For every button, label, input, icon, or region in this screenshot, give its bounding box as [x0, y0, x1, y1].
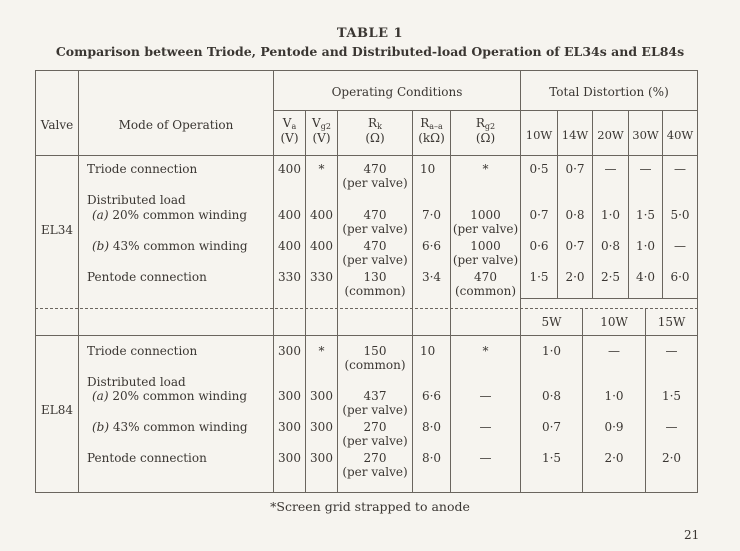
- cell-va: 400: [278, 239, 301, 253]
- header-operating-conditions: Operating Conditions: [331, 85, 463, 99]
- header-raa: $R_{a-a}$: [420, 116, 443, 131]
- cell-rk: 130: [363, 270, 387, 284]
- cell-dist: 1·0: [600, 208, 621, 222]
- header-el84-dist: 15W: [657, 315, 686, 329]
- cell-dist: 5·0: [670, 208, 690, 222]
- cell-vg2: *: [318, 162, 325, 176]
- cell-raa: 10: [420, 162, 436, 176]
- cell-rg2: 1000: [470, 208, 501, 222]
- cell-rk-note: (common): [344, 358, 406, 372]
- cell-va: 300: [278, 451, 301, 465]
- cell-dist: 1·5: [661, 389, 682, 403]
- mode-43-common: (b) 43% common winding: [92, 420, 248, 434]
- cell-dist: 1·0: [635, 239, 656, 253]
- cell-rk: 470: [363, 239, 387, 253]
- cell-dist: 0·5: [529, 162, 549, 176]
- cell-dist: 2·0: [565, 270, 585, 284]
- header-vg2: $V_{g2}$: [312, 116, 331, 131]
- cell-rg2-note: (per valve): [452, 222, 519, 236]
- cell-rk-note: (per valve): [342, 465, 408, 479]
- header-el84-dist: 5W: [541, 315, 562, 329]
- cell-rk: 470: [363, 162, 387, 176]
- cell-dist: 0·9: [604, 420, 624, 434]
- cell-raa: 8·0: [421, 420, 442, 434]
- header-el84-dist: 10W: [600, 315, 628, 329]
- mode-triode: Triode connection: [87, 162, 198, 176]
- page-number: 21: [684, 528, 700, 542]
- cell-dist: —: [665, 420, 678, 434]
- table-subtitle: Comparison between Triode, Pentode and Distributed-load Operation of EL34s and EL84s: [55, 44, 685, 59]
- header-mode: Mode of Operation: [118, 118, 234, 132]
- cell-va: 400: [278, 162, 301, 176]
- mode-distributed-load: Distributed load: [87, 193, 186, 207]
- valve-el84: EL84: [41, 403, 73, 417]
- cell-vg2: *: [318, 344, 325, 358]
- cell-rk-note: (per valve): [342, 222, 408, 236]
- cell-rg2: —: [479, 389, 492, 403]
- cell-rg2: —: [479, 451, 492, 465]
- cell-vg2: 400: [310, 239, 333, 253]
- cell-vg2: 300: [310, 451, 333, 465]
- cell-vg2: 330: [310, 270, 333, 284]
- cell-dist: 1·5: [635, 208, 656, 222]
- mode-pentode: Pentode connection: [87, 270, 207, 284]
- cell-dist: 1·0: [604, 389, 624, 403]
- cell-va: 400: [278, 208, 301, 222]
- header-raa-unit: (kΩ): [418, 131, 445, 145]
- cell-rk-note: (common): [344, 284, 406, 298]
- cell-vg2: 300: [310, 420, 333, 434]
- table-title: TABLE 1: [336, 26, 404, 41]
- cell-dist: 0·6: [529, 239, 549, 253]
- cell-va: 300: [278, 420, 301, 434]
- cell-rg2: 1000: [470, 239, 501, 253]
- cell-rg2: —: [479, 420, 492, 434]
- mode-43-common: (b) 43% common winding: [92, 239, 248, 253]
- cell-dist: —: [639, 162, 652, 176]
- cell-dist: —: [674, 162, 686, 176]
- cell-dist: 0·7: [565, 162, 585, 176]
- mode-20-common: (a) 20% common winding: [92, 389, 248, 403]
- header-rg2-unit: (Ω): [475, 131, 496, 145]
- cell-rk-note: (per valve): [342, 403, 408, 417]
- cell-rk-note: (per valve): [342, 253, 408, 267]
- cell-rg2: *: [482, 344, 489, 358]
- footnote: *Screen grid strapped to anode: [270, 499, 470, 514]
- header-total-distortion: Total Distortion (%): [549, 85, 669, 99]
- cell-rg2-note: (common): [454, 284, 517, 298]
- cell-va: 330: [278, 270, 301, 284]
- cell-dist: 0·7: [541, 420, 562, 434]
- cell-rk: 437: [363, 389, 387, 403]
- cell-rg2: *: [482, 162, 489, 176]
- cell-va: 300: [278, 344, 301, 358]
- cell-vg2: 300: [310, 389, 333, 403]
- cell-raa: 10: [420, 344, 436, 358]
- cell-rk: 270: [363, 451, 387, 465]
- header-vg2-unit: (V): [312, 131, 331, 145]
- cell-dist: 2·5: [600, 270, 621, 284]
- cell-raa: 6·6: [421, 389, 442, 403]
- header-el34-dist: 10W: [525, 128, 553, 142]
- mode-distributed-load: Distributed load: [87, 375, 186, 389]
- header-va-unit: (V): [280, 131, 299, 145]
- cell-dist: 0·8: [565, 208, 585, 222]
- cell-dist: 0·7: [565, 239, 585, 253]
- cell-raa: 6·6: [421, 239, 442, 253]
- cell-dist: 2·0: [661, 451, 682, 465]
- cell-va: 300: [278, 389, 301, 403]
- cell-dist: 0·8: [600, 239, 621, 253]
- header-rk: $R_k$: [368, 116, 382, 131]
- cell-dist: —: [665, 344, 678, 358]
- header-rk-unit: (Ω): [365, 131, 385, 145]
- header-el34-dist: 14W: [561, 128, 589, 142]
- cell-dist: —: [674, 239, 686, 253]
- cell-dist: 2·0: [604, 451, 624, 465]
- cell-raa: 3·4: [421, 270, 442, 284]
- header-rg2: $R_{g2}$: [475, 116, 496, 131]
- header-el34-dist: 20W: [597, 128, 624, 142]
- cell-dist: —: [604, 162, 617, 176]
- cell-rk-note: (per valve): [342, 176, 408, 190]
- cell-dist: 0·7: [529, 208, 549, 222]
- header-va: $V_a$: [282, 116, 297, 131]
- mode-triode: Triode connection: [87, 344, 198, 358]
- mode-20-common: (a) 20% common winding: [92, 208, 248, 222]
- valve-el34: EL34: [41, 223, 73, 237]
- cell-dist: 1·5: [529, 270, 549, 284]
- cell-raa: 8·0: [421, 451, 442, 465]
- cell-vg2: 400: [310, 208, 333, 222]
- cell-rk: 470: [363, 208, 387, 222]
- cell-dist: —: [608, 344, 620, 358]
- mode-pentode: Pentode connection: [87, 451, 207, 465]
- cell-dist: 4·0: [635, 270, 656, 284]
- cell-rk: 270: [363, 420, 387, 434]
- cell-dist: 6·0: [670, 270, 690, 284]
- cell-dist: 0·8: [541, 389, 562, 403]
- cell-rk-note: (per valve): [342, 434, 408, 448]
- cell-rg2: 470: [474, 270, 497, 284]
- cell-dist: 1·5: [541, 451, 562, 465]
- cell-raa: 7·0: [421, 208, 442, 222]
- header-valve: Valve: [40, 118, 74, 132]
- header-el34-dist: 40W: [666, 128, 694, 142]
- header-el34-dist: 30W: [632, 128, 659, 142]
- cell-rg2-note: (per valve): [452, 253, 519, 267]
- cell-dist: 1·0: [541, 344, 562, 358]
- cell-rk: 150: [363, 344, 387, 358]
